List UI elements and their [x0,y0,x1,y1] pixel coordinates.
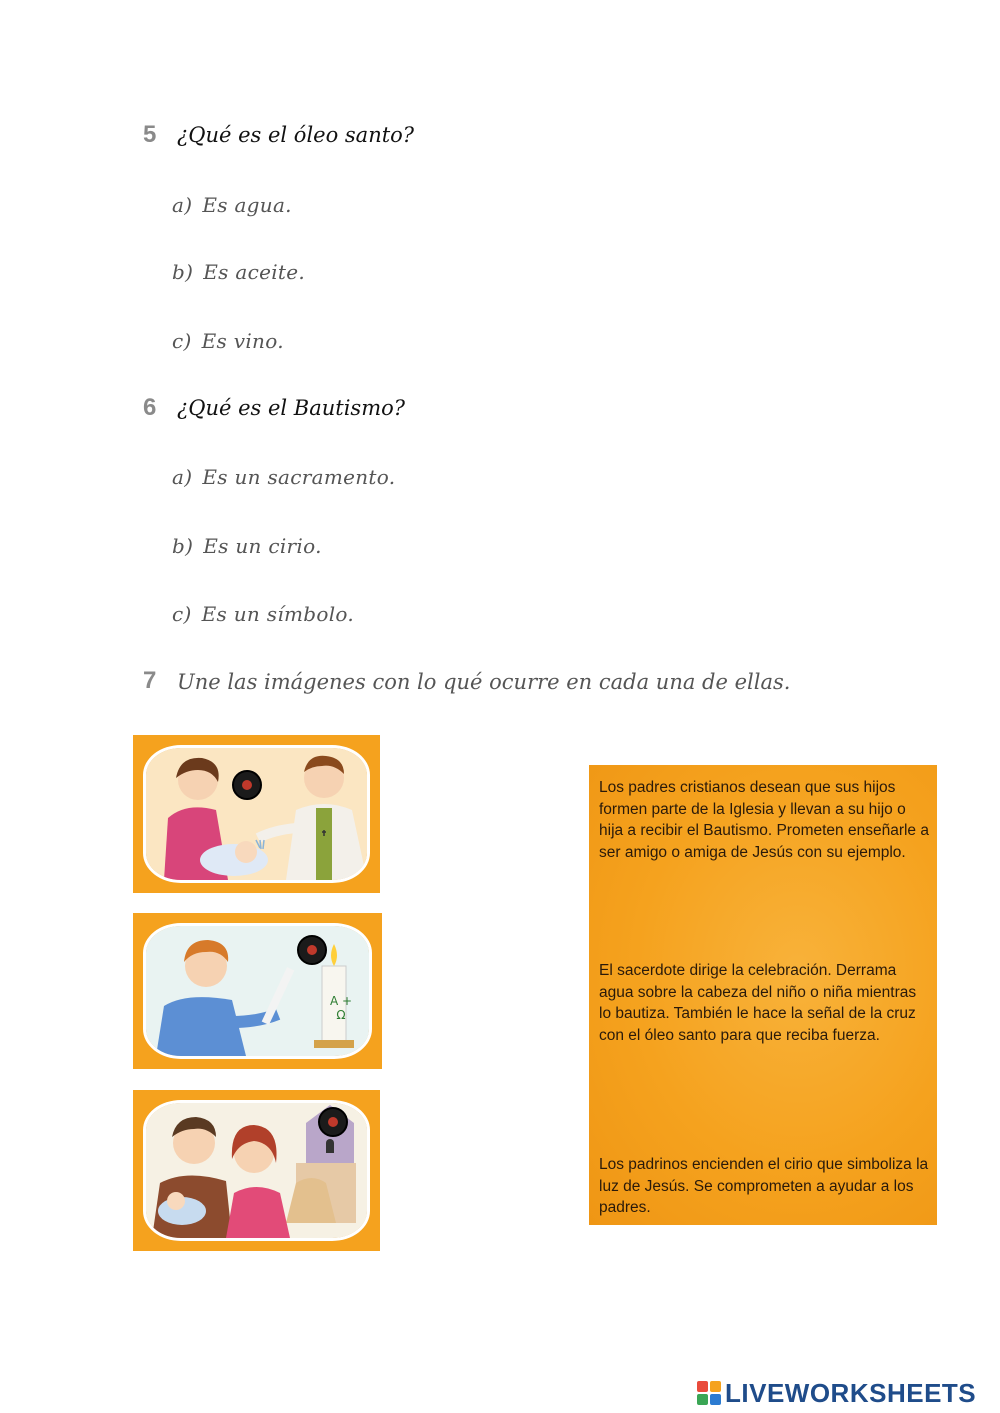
option-a[interactable] [172,193,292,217]
question-number: 6 [143,394,157,421]
candle-illustration [146,926,369,1056]
picture-candle [133,913,382,1069]
option-text: Es un símbolo. [201,602,355,626]
option-label: c) [172,329,192,353]
option-c[interactable] [172,602,354,626]
option-c[interactable] [172,329,284,353]
picture-family [133,1090,380,1251]
option-label: b) [172,260,194,284]
option-b[interactable] [172,260,305,284]
question-text: Une las imágenes con lo qué ocurre en cada una de ellas. [177,670,791,694]
option-text: Es aceite. [203,260,306,284]
drop-target-icon[interactable] [297,935,327,965]
option-label: c) [172,602,192,626]
picture-baptism [133,735,380,893]
description-godparents[interactable]: Los padrinos encienden el cirio que simboliza la luz de Jesús. Se comprometen a ayudar a los padres. [599,1156,929,1216]
liveworksheets-logo [697,1378,976,1408]
picture-frame [143,1100,370,1241]
drop-target-icon[interactable] [232,770,262,800]
logo-text: LIVEWORKSHEETS [725,1377,977,1408]
option-label: a) [172,465,193,489]
question-text: ¿Qué es el óleo santo? [177,123,415,147]
description-parents[interactable]: Los padres cristianos desean que sus hijos formen parte de la Iglesia y llevan a su hijo o hija a recibir el Bautismo. Prometen enseñarle a ser amigo o amiga de Jesús con su ejemplo. [599,779,929,861]
logo-mark-icon [697,1381,721,1405]
option-label: a) [172,193,193,217]
question-number: 7 [143,667,157,694]
option-b[interactable] [172,534,322,558]
option-text: Es agua. [202,193,292,217]
descriptions-panel [589,765,937,1225]
question-number: 5 [143,121,157,148]
drop-target-icon[interactable] [318,1107,348,1137]
baptism-illustration [146,748,367,880]
picture-frame [143,923,372,1059]
picture-frame [143,745,370,883]
option-text: Es vino. [201,329,284,353]
option-label: b) [172,534,194,558]
candle-letters: A + Ω [329,994,353,1022]
option-a[interactable] [172,465,395,489]
question-text: ¿Qué es el Bautismo? [177,396,406,420]
option-text: Es un sacramento. [202,465,396,489]
description-priest[interactable]: El sacerdote dirige la celebración. Derrama agua sobre la cabeza del niño o niña mientras lo bautiza. También le hace la señal de la cruz con el óleo santo para que reciba fuerza. [599,962,917,1044]
option-text: Es un cirio. [203,534,322,558]
